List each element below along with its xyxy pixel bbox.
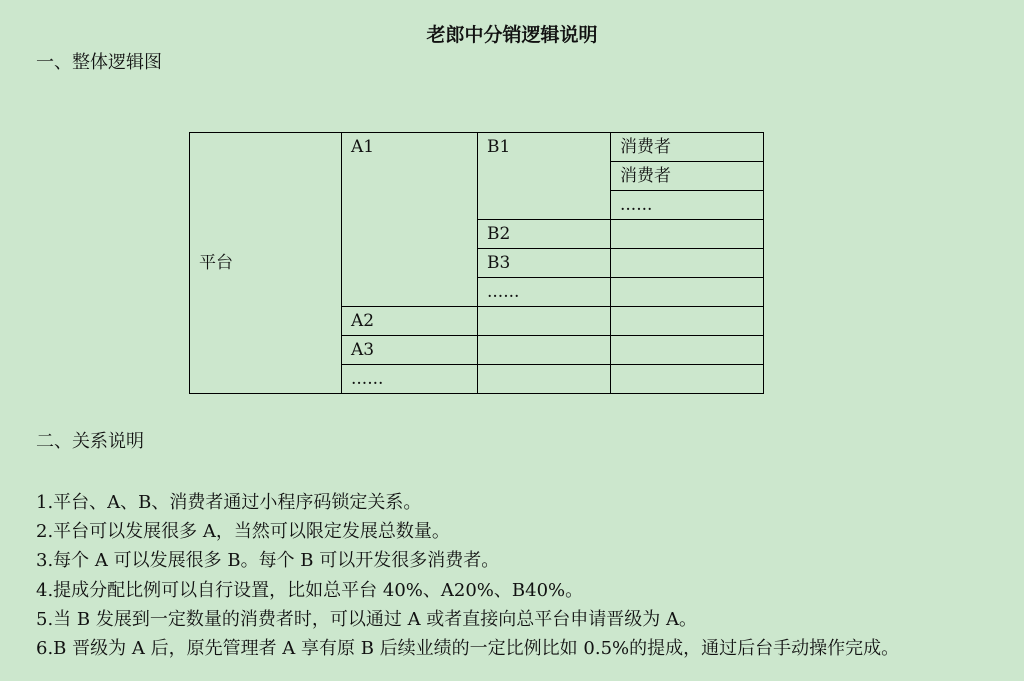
cell-empty [478, 336, 611, 365]
cell-a1: A1 [342, 133, 478, 307]
table-row [190, 133, 764, 162]
list-item: 3.每个 A 可以发展很多 B。每个 B 可以开发很多消费者。 [36, 550, 500, 572]
list-item: 6.B 晋级为 A 后，原先管理者 A 享有原 B 后续业绩的一定比例比如 0.5%的提成，通过后台手动操作完成。 [36, 637, 900, 659]
section-heading-relationship: 二、关系说明 [36, 431, 144, 452]
cell-consumer: 消费者 [611, 162, 764, 191]
relationship-notes-list [36, 488, 899, 663]
cell-empty [478, 365, 611, 394]
cell-b-more: ...... [478, 278, 611, 307]
distribution-logic-table [189, 132, 764, 394]
cell-empty [611, 278, 764, 307]
cell-a-more: ...... [342, 365, 478, 394]
cell-consumer: 消费者 [611, 133, 764, 162]
cell-a3: A3 [342, 336, 478, 365]
list-item: 5.当 B 发展到一定数量的消费者时，可以通过 A 或者直接向总平台申请晋级为 A。 [36, 608, 698, 630]
cell-empty [611, 249, 764, 278]
cell-empty [611, 365, 764, 394]
cell-b2: B2 [478, 220, 611, 249]
section-heading-overall-diagram: 一、整体逻辑图 [36, 52, 162, 73]
cell-platform: 平台 [190, 133, 342, 394]
cell-empty [611, 220, 764, 249]
cell-a2: A2 [342, 307, 478, 336]
cell-b1: B1 [478, 133, 611, 220]
list-item: 4.提成分配比例可以自行设置，比如总平台 40%、A20%、B40%。 [36, 579, 584, 601]
cell-consumer-more: ...... [611, 191, 764, 220]
page-title: 老郎中分销逻辑说明 [426, 24, 598, 46]
cell-b3: B3 [478, 249, 611, 278]
list-item: 1.平台、A、B、消费者通过小程序码锁定关系。 [36, 492, 422, 513]
list-item: 2.平台可以发展很多 A，当然可以限定发展总数量。 [36, 521, 450, 543]
cell-empty [611, 307, 764, 336]
cell-empty [611, 336, 764, 365]
cell-empty [478, 307, 611, 336]
